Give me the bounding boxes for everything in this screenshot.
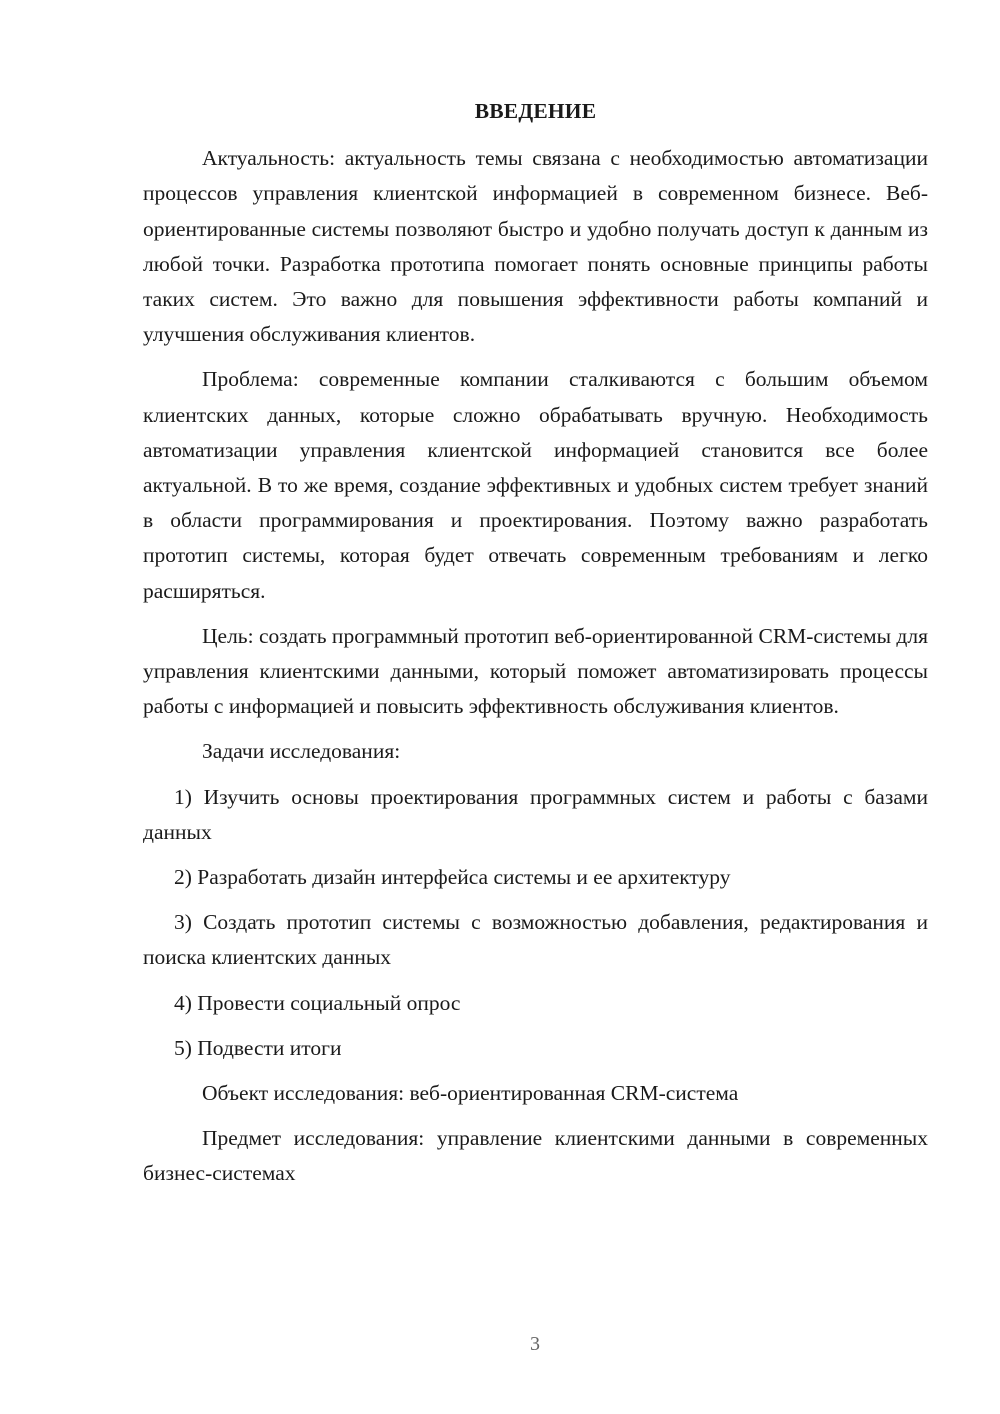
paragraph-relevance: Актуальность: актуальность темы связана с необходимостью автоматизации процессов управления клиентской информацией в современном бизнесе. Веб-ориентированные системы позволяют быстро и удобно получать доступ к данным из любой точки. Разработка прототипа помогает понять основные принципы работы таких систем. Это важно для повышения эффективности работы компаний и улучшения обслуживания клиентов. bbox=[143, 146, 928, 347]
task-item-4: 4) Провести социальный опрос bbox=[174, 990, 461, 1015]
task-item-3: 3) Создать прототип системы с возможностью добавления, редактирования и поиска клиентских данных bbox=[143, 910, 928, 970]
task-item-5: 5) Подвести итоги bbox=[174, 1035, 342, 1060]
page-content bbox=[143, 94, 928, 1202]
paragraph-tasks-heading: Задачи исследования: bbox=[202, 739, 401, 764]
task-item-1: 1) Изучить основы проектирования программных систем и работы с базами данных bbox=[143, 784, 928, 844]
paragraph-goal: Цель: создать программный прототип веб-ориентированной CRM-системы для управления клиентскими данными, который поможет автоматизировать процессы работы с информацией и повысить эффективность обслуживания клиентов. bbox=[143, 623, 928, 719]
paragraph-problem: Проблема: современные компании сталкиваются с большим объемом клиентских данных, которые сложно обрабатывать вручную. Необходимость автоматизации управления клиентской информацией становится все более актуальной. В то же время, создание эффективных и удобных систем требует знаний в области программирования и проектирования. Поэтому важно разработать прототип системы, которая будет отвечать современным требованиям и легко расширяться. bbox=[143, 367, 928, 603]
task-item-2: 2) Разработать дизайн интерфейса системы и ее архитектуру bbox=[174, 865, 731, 890]
section-title: ВВЕДЕНИЕ bbox=[474, 99, 597, 123]
page-number: 3 bbox=[530, 1333, 540, 1355]
paragraph-object: Объект исследования: веб-ориентированная CRM-система bbox=[202, 1081, 739, 1106]
paragraph-subject: Предмет исследования: управление клиентскими данными в современных бизнес-системах bbox=[143, 1126, 928, 1186]
